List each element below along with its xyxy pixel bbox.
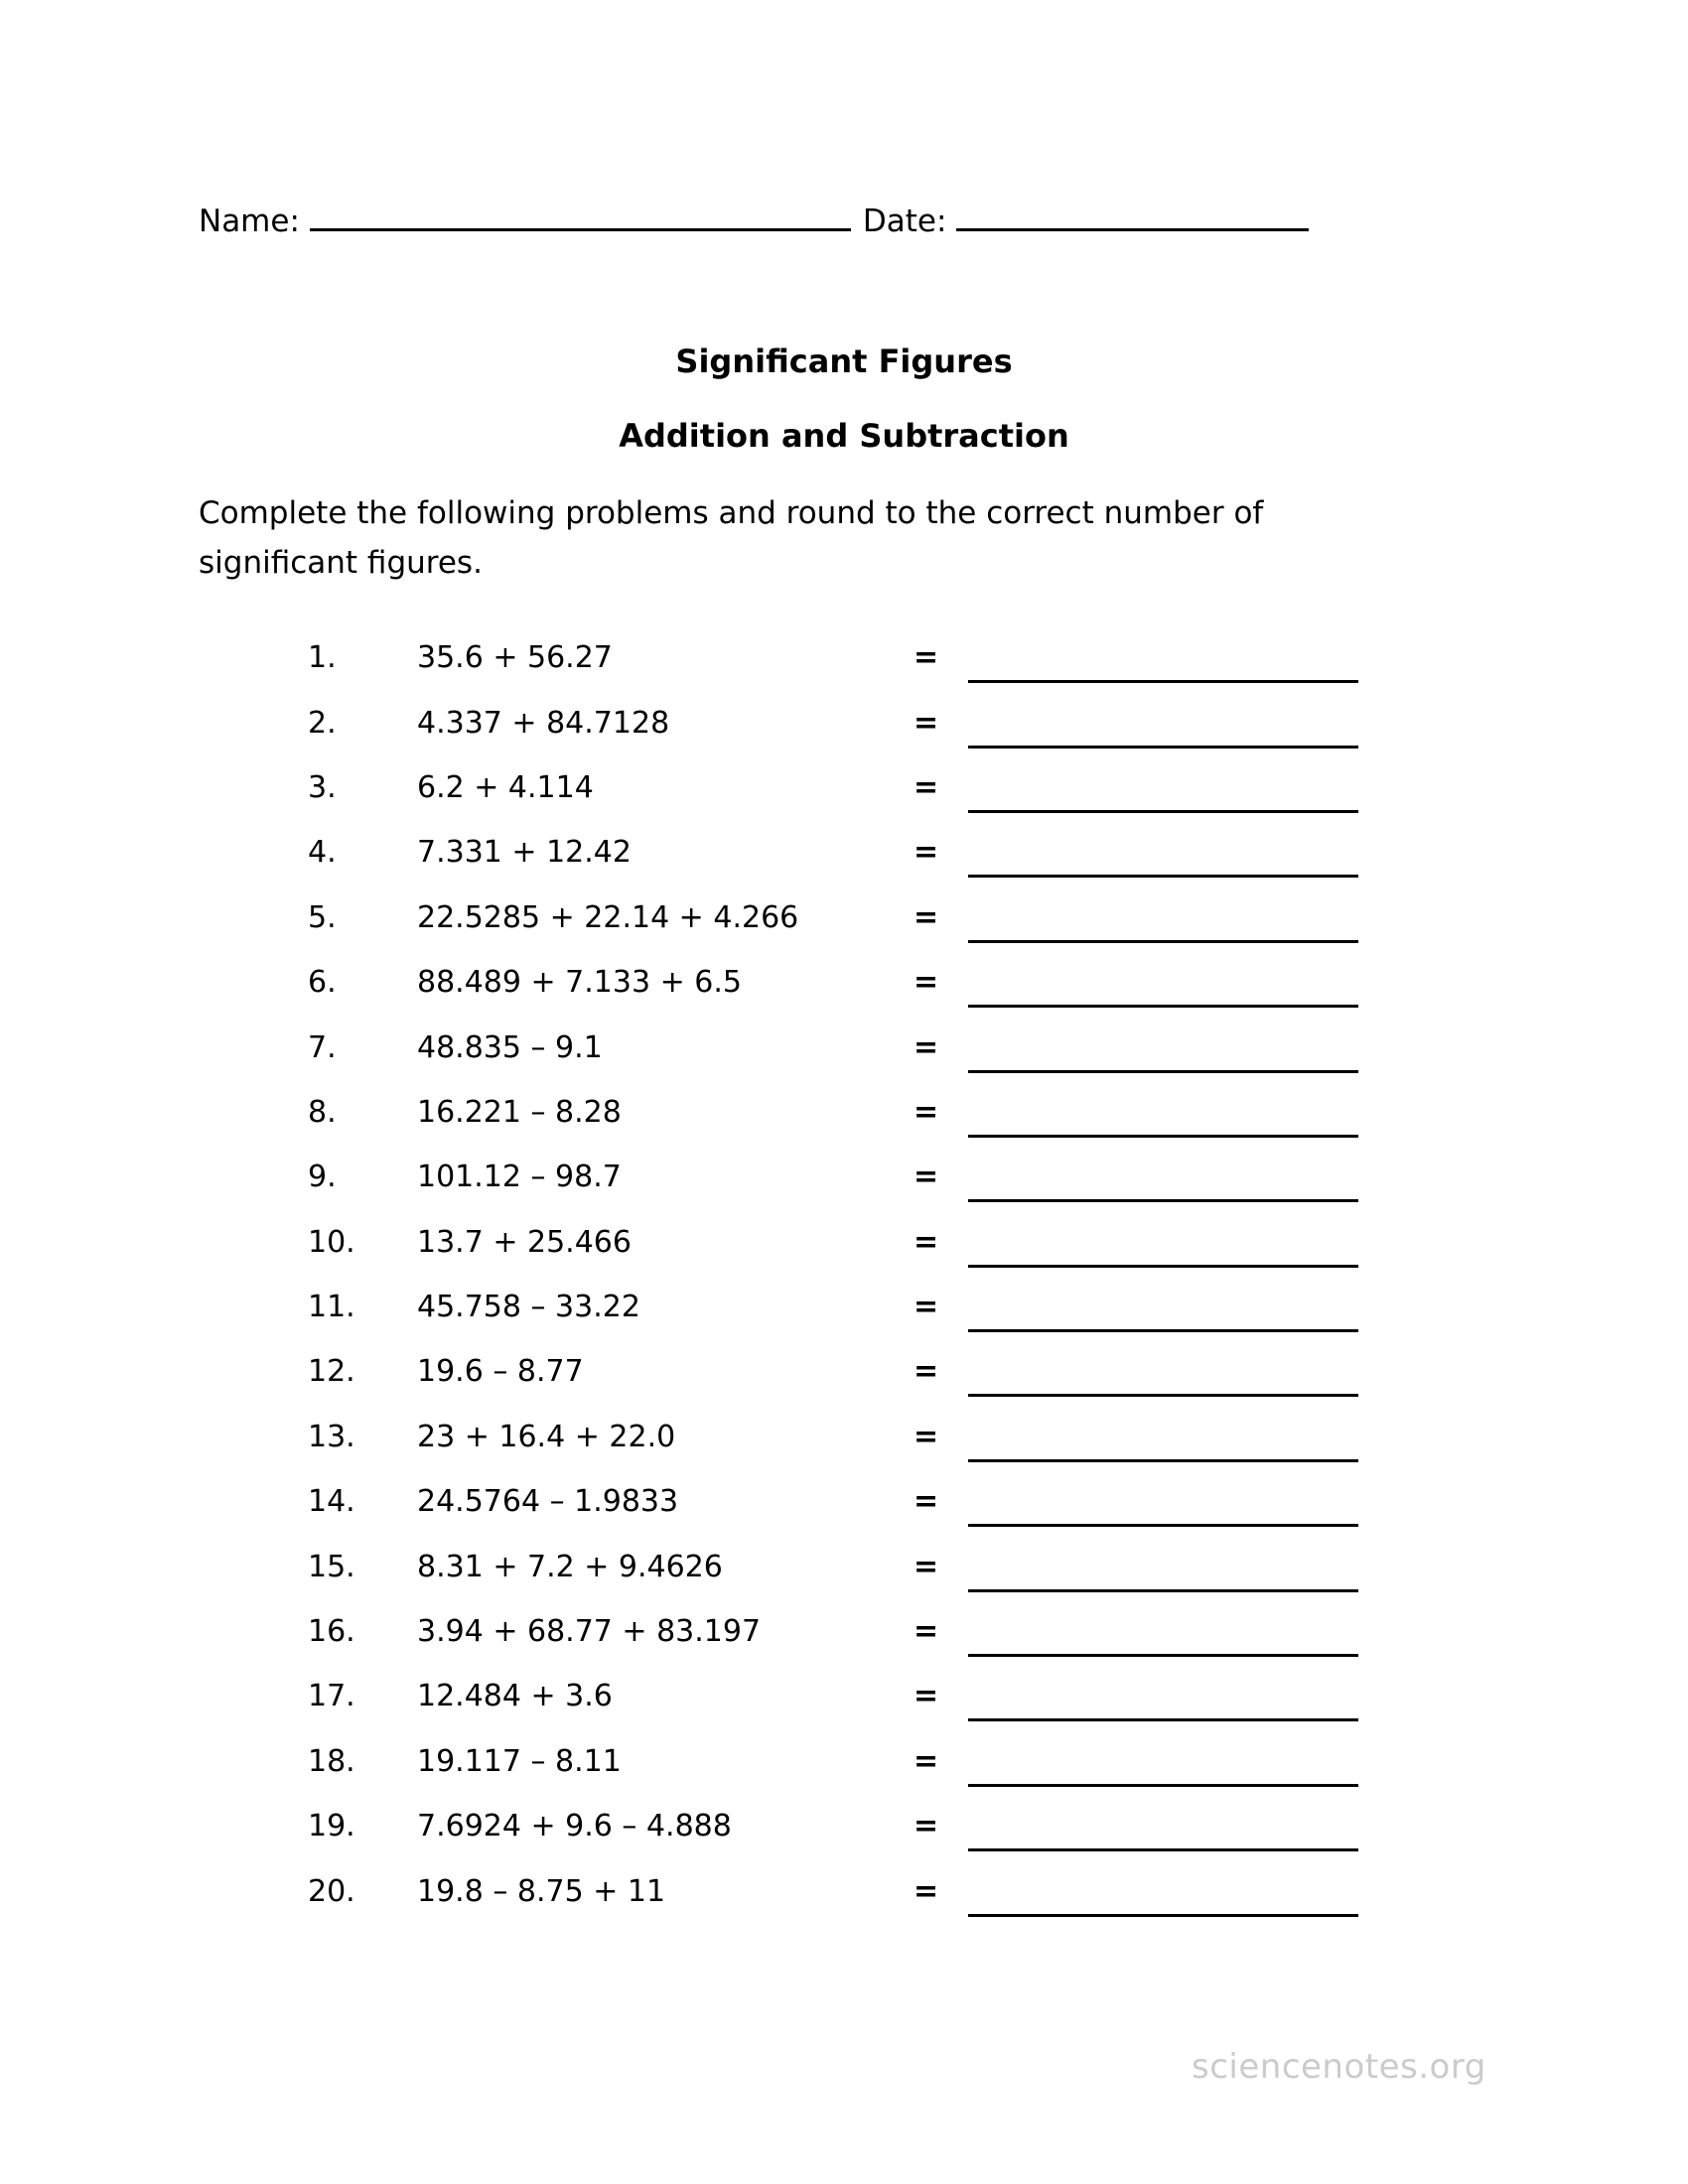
answer-blank (968, 1005, 1358, 1008)
answer-blank (968, 1070, 1358, 1073)
problem-row (308, 625, 1360, 690)
problem-expression: 22.5285 + 22.14 + 4.266 (417, 899, 799, 935)
equals-sign: = (914, 1354, 939, 1390)
problem-number: 18. (308, 1743, 355, 1779)
problem-expression: 8.31 + 7.2 + 9.4626 (417, 1549, 723, 1584)
problem-number: 17. (308, 1679, 355, 1714)
equals-sign: = (914, 1094, 939, 1130)
problem-number: 8. (308, 1094, 337, 1130)
answer-blank (968, 1459, 1358, 1462)
problem-row (308, 820, 1360, 885)
problem-number: 15. (308, 1549, 355, 1584)
equals-sign: = (914, 1160, 939, 1195)
problem-row (308, 1729, 1360, 1794)
answer-blank (968, 1329, 1358, 1332)
problem-number: 19. (308, 1809, 355, 1844)
problem-row (308, 1405, 1360, 1469)
problem-row (308, 886, 1360, 950)
answer-blank (968, 1848, 1358, 1851)
problem-expression: 4.337 + 84.7128 (417, 705, 670, 741)
equals-sign: = (914, 1743, 939, 1779)
answer-blank (968, 810, 1358, 813)
problem-expression: 35.6 + 56.27 (417, 640, 613, 676)
answer-blank (968, 1589, 1358, 1592)
problem-row (308, 950, 1360, 1015)
answer-blank (968, 1718, 1358, 1721)
problem-expression: 88.489 + 7.133 + 6.5 (417, 965, 742, 1001)
equals-sign: = (914, 769, 939, 805)
answer-blank (968, 1135, 1358, 1138)
problem-number: 9. (308, 1160, 337, 1195)
answer-blank (968, 1914, 1358, 1917)
problem-row (308, 1664, 1360, 1728)
equals-sign: = (914, 1549, 939, 1584)
problem-expression: 23 + 16.4 + 22.0 (417, 1419, 676, 1454)
problem-number: 7. (308, 1029, 337, 1065)
problem-expression: 19.117 – 8.11 (417, 1743, 622, 1779)
equals-sign: = (914, 1873, 939, 1909)
problem-row (308, 690, 1360, 754)
problem-expression: 24.5764 – 1.9833 (417, 1484, 679, 1520)
answer-blank (968, 1524, 1358, 1527)
problem-row (308, 1210, 1360, 1275)
equals-sign: = (914, 1419, 939, 1454)
worksheet-subtitle: Addition and Subtraction (619, 417, 1069, 455)
problem-row (308, 1534, 1360, 1598)
problem-row (308, 1794, 1360, 1858)
problems-list (308, 625, 1360, 1924)
problem-expression: 48.835 – 9.1 (417, 1029, 603, 1065)
equals-sign: = (914, 1614, 939, 1650)
problem-row (308, 1080, 1360, 1145)
answer-blank (968, 1394, 1358, 1397)
answer-blank (968, 1199, 1358, 1202)
problem-number: 12. (308, 1354, 355, 1390)
answer-blank (968, 875, 1358, 878)
problem-expression: 101.12 – 98.7 (417, 1160, 622, 1195)
equals-sign: = (914, 640, 939, 676)
problem-expression: 19.6 – 8.77 (417, 1354, 584, 1390)
problem-number: 11. (308, 1290, 355, 1325)
problem-number: 4. (308, 835, 337, 871)
answer-blank (968, 1654, 1358, 1657)
worksheet-title: Significant Figures (675, 342, 1013, 380)
problem-expression: 3.94 + 68.77 + 83.197 (417, 1614, 762, 1650)
problem-expression: 19.8 – 8.75 + 11 (417, 1873, 666, 1909)
problem-number: 2. (308, 705, 337, 741)
date-label: Date: (862, 204, 947, 239)
problem-number: 10. (308, 1224, 355, 1260)
answer-blank (968, 746, 1358, 749)
equals-sign: = (914, 1029, 939, 1065)
problem-row (308, 1469, 1360, 1534)
name-label: Name: (199, 204, 300, 239)
problem-number: 13. (308, 1419, 355, 1454)
problem-number: 3. (308, 769, 337, 805)
problem-expression: 13.7 + 25.466 (417, 1224, 632, 1260)
problem-number: 1. (308, 640, 337, 676)
instructions-text: Complete the following problems and round to the correct number of significant figures. (199, 495, 1264, 581)
problem-row (308, 1599, 1360, 1664)
answer-blank (968, 1265, 1358, 1268)
equals-sign: = (914, 1224, 939, 1260)
problem-expression: 45.758 – 33.22 (417, 1290, 640, 1325)
equals-sign: = (914, 705, 939, 741)
equals-sign: = (914, 835, 939, 871)
problem-expression: 7.331 + 12.42 (417, 835, 632, 871)
problem-expression: 16.221 – 8.28 (417, 1094, 622, 1130)
footer-watermark: sciencenotes.org (1192, 2047, 1486, 2087)
equals-sign: = (914, 1484, 939, 1520)
date-blank-line (956, 199, 1309, 231)
answer-blank (968, 680, 1358, 683)
problem-row (308, 1339, 1360, 1404)
problem-row (308, 1275, 1360, 1339)
problem-row (308, 755, 1360, 820)
equals-sign: = (914, 1679, 939, 1714)
problem-number: 14. (308, 1484, 355, 1520)
header (199, 199, 1390, 239)
equals-sign: = (914, 1809, 939, 1844)
problem-expression: 7.6924 + 9.6 – 4.888 (417, 1809, 732, 1844)
equals-sign: = (914, 965, 939, 1001)
problem-row (308, 1015, 1360, 1079)
name-blank-line (310, 199, 851, 231)
problem-expression: 12.484 + 3.6 (417, 1679, 613, 1714)
equals-sign: = (914, 899, 939, 935)
problem-expression: 6.2 + 4.114 (417, 769, 594, 805)
equals-sign: = (914, 1290, 939, 1325)
answer-blank (968, 1784, 1358, 1787)
answer-blank (968, 940, 1358, 943)
problem-number: 6. (308, 965, 337, 1001)
problem-number: 16. (308, 1614, 355, 1650)
problem-number: 20. (308, 1873, 355, 1909)
problem-row (308, 1858, 1360, 1923)
problem-number: 5. (308, 899, 337, 935)
problem-row (308, 1145, 1360, 1209)
